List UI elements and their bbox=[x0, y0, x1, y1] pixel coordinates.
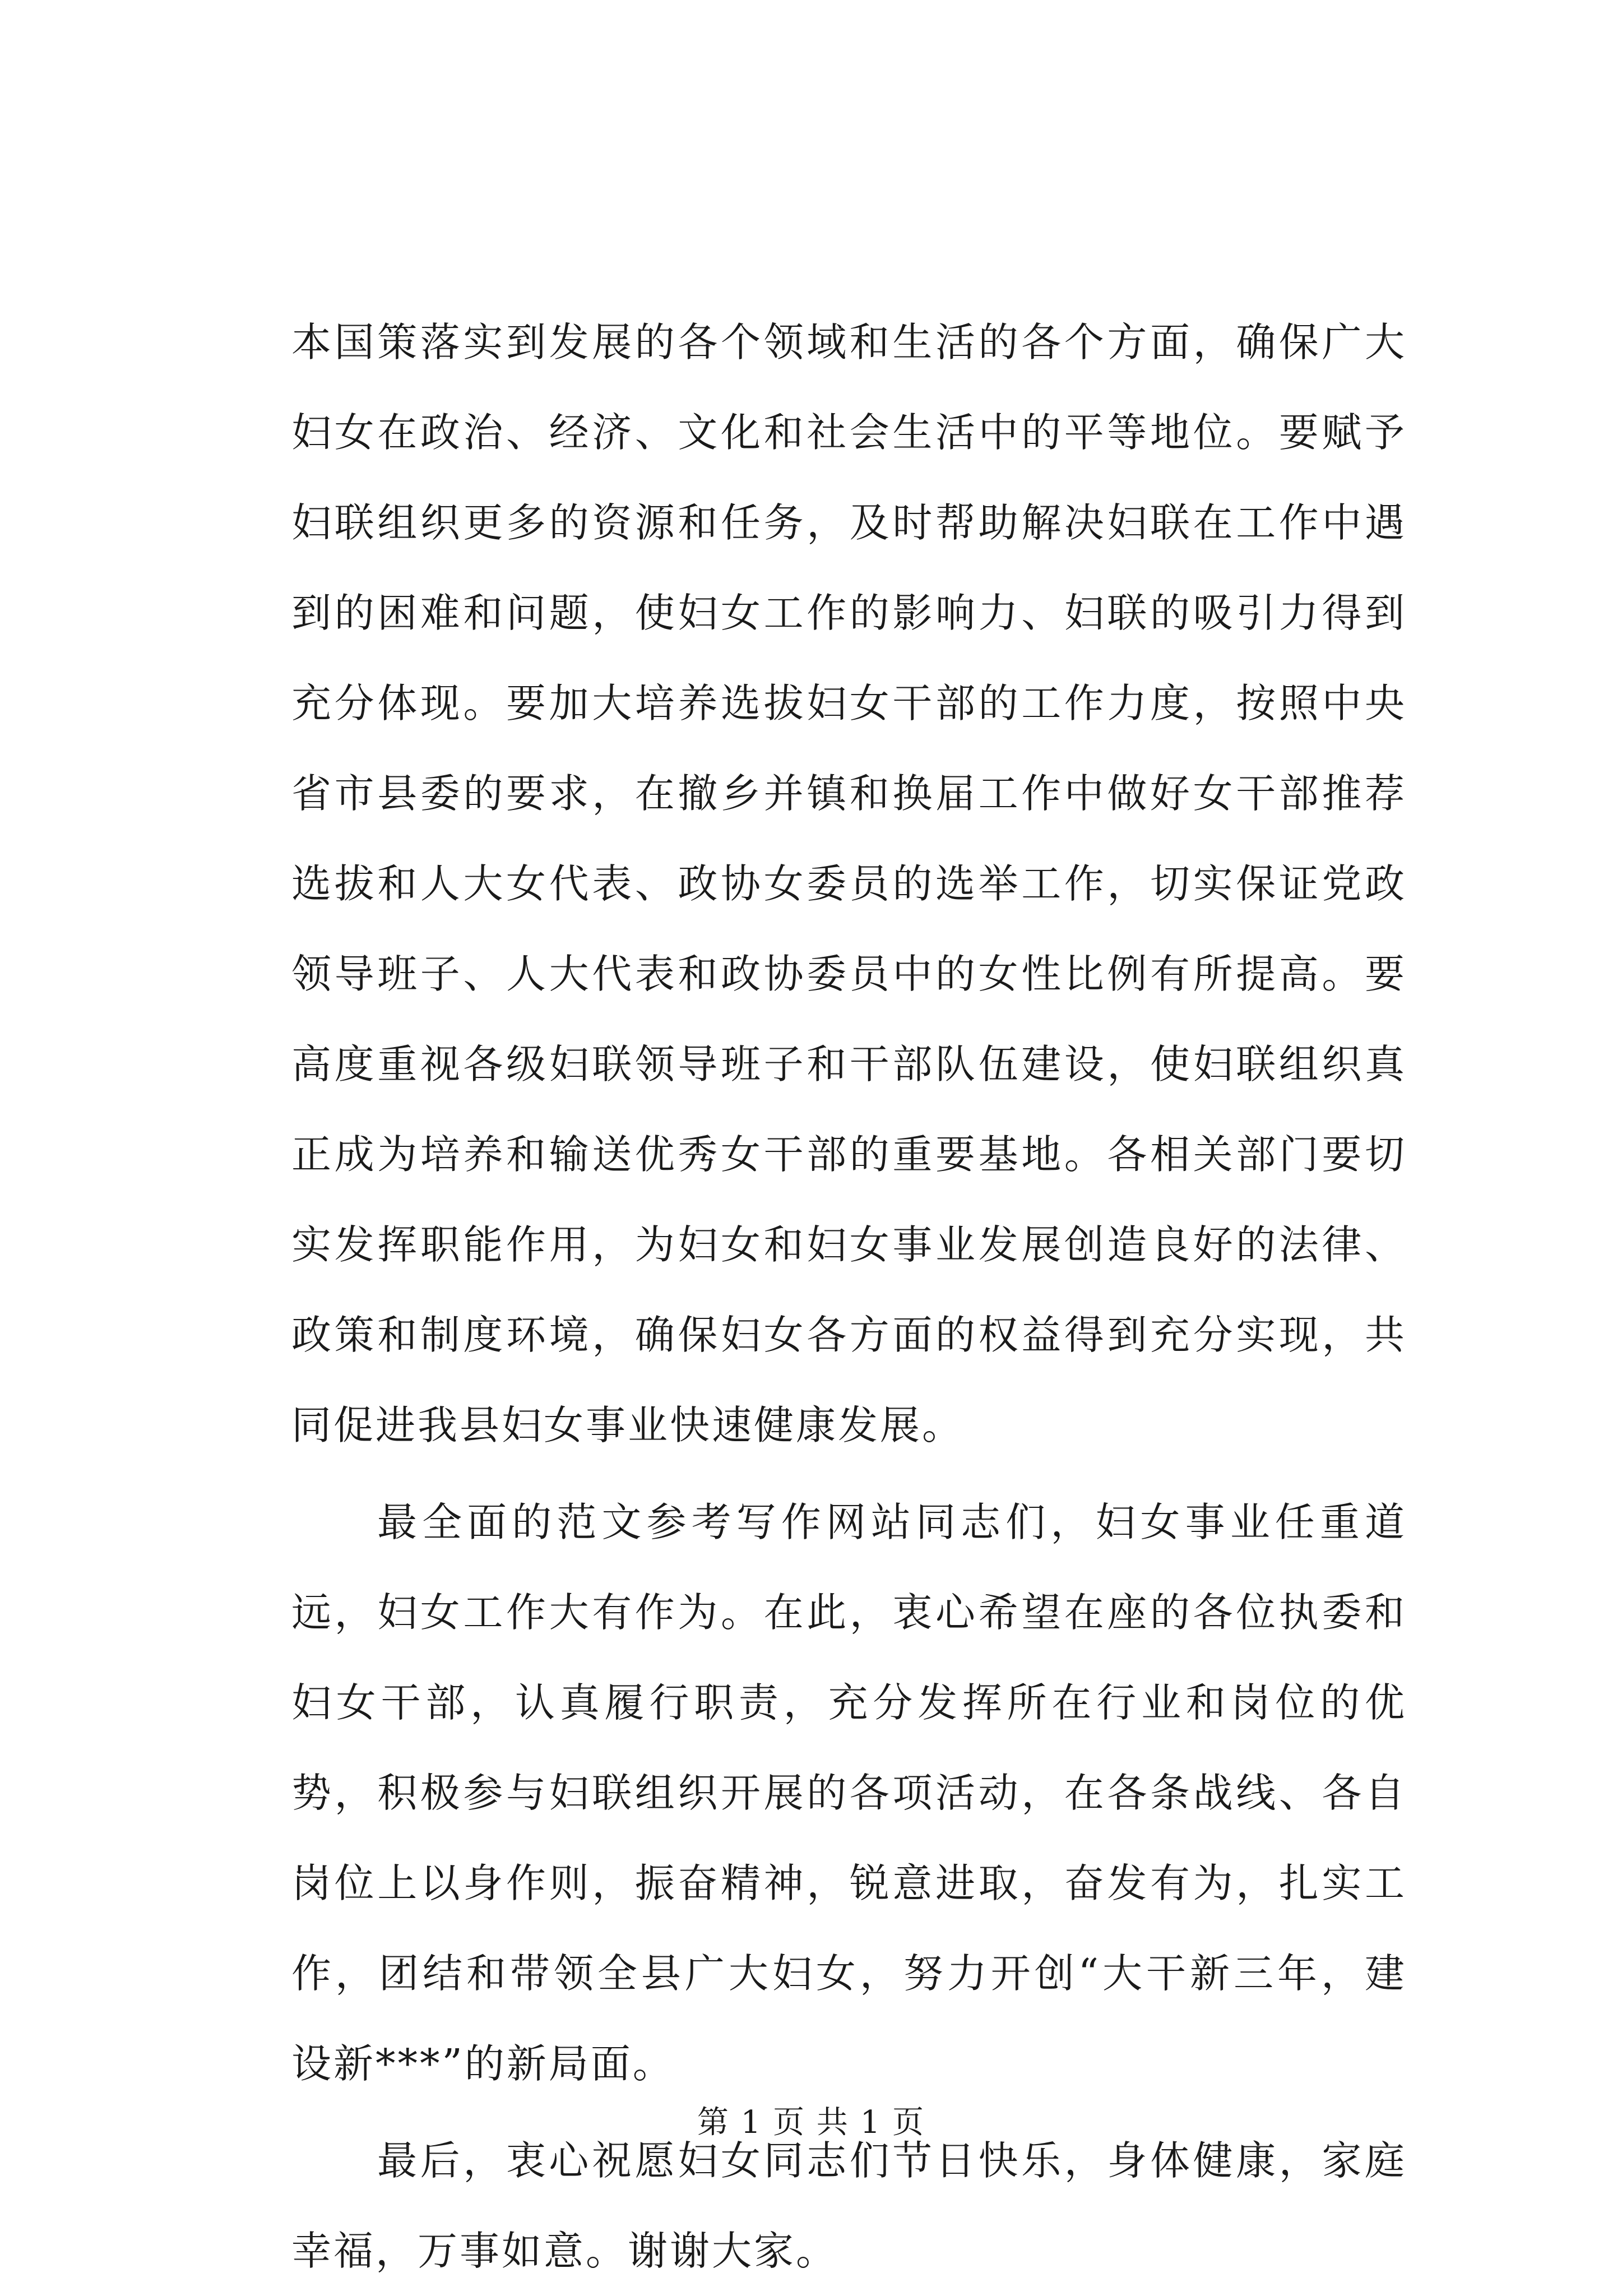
paragraph-3: 最后，衷心祝愿妇女同志们节日快乐，身体健康，家庭幸福，万事如意。谢谢大家。 bbox=[291, 2137, 1407, 2274]
paragraph-2: 最全面的范文参考写作网站同志们，妇女事业任重道远，妇女工作大有作为。在此，衷心希望在座的各位执委和妇女干部，认真履行职责，充分发挥所在行业和岗位的优势，积极参与妇联组织开展的各项活动，在各条战线、各自岗位上以身作则，振奋精神，锐意进取，奋发有为，扎实工作，团结和带领全县广大妇女，努力开创“大干新三年，建设新***”的新局面。 bbox=[291, 1499, 1407, 2087]
document-body bbox=[291, 297, 1407, 2296]
paragraph-1: 本国策落实到发展的各个领域和生活的各个方面，确保广大妇女在政治、经济、文化和社会生活中的平等地位。要赋予妇联组织更多的资源和任务，及时帮助解决妇联在工作中遇到的困难和问题，使妇女工作的影响力、妇联的吸引力得到充分体现。要加大培养选拔妇女干部的工作力度，按照中央省市县委的要求，在撤乡并镇和换届工作中做好女干部推荐选拔和人大女代表、政协女委员的选举工作，切实保证党政领导班子、人大代表和政协委员中的女性比例有所提高。要高度重视各级妇联领导班子和干部队伍建设，使妇联组织真正成为培养和输送优秀女干部的重要基地。各相关部门要切实发挥职能作用，为妇女和妇女事业发展创造良好的法律、政策和制度环境，确保妇女各方面的权益得到充分实现，共同促进我县妇女事业快速健康发展。 bbox=[291, 319, 1407, 1448]
page-footer: 第 1 页 共 1 页 bbox=[697, 2104, 925, 2141]
